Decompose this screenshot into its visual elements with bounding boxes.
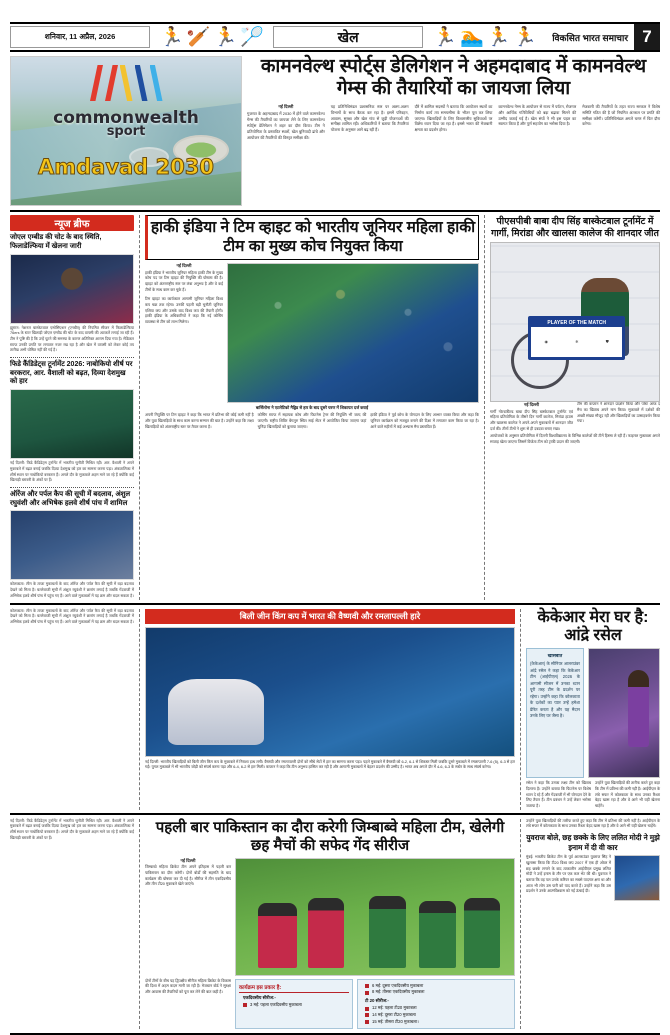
page-number: 7 — [634, 24, 660, 50]
sprinter-icon: 🏃 — [486, 26, 510, 48]
list-item[interactable] — [10, 361, 134, 484]
basketball-article — [490, 215, 660, 600]
basketball-headline: पीएसपीबी बाबा दीप सिंह बास्केटबाल टूर्नामेंट में गार्गी, मिरांडा और खालसा कालेज की शानदार जीत — [491, 216, 659, 239]
list-item: 14 मई: दूसरा टी20 मुकाबला — [365, 1012, 511, 1019]
main-content-zone — [10, 215, 660, 600]
athletics-icon: 🏃 — [160, 26, 183, 48]
sponsor-logo-2: ❄ — [575, 339, 579, 345]
sponsor-logo-1: ◉ — [544, 339, 549, 345]
sidebar-extra-text: कोलकाता: लीग के ताजा मुकाबलों के बाद ऑरेंज और पर्पल कैप की सूची में बड़ा बदलाव देखने को मिला है। बल्लेबाजी सूची में अंशुल रघुवंशी ने छलांग लगाई है जबकि गेंदबाजी में अभिषेक हलवे शीर्ष पांच में पहुंच गए हैं। आने वाले मुकाबलों में यह क्रम और बदल सकता है। — [10, 608, 134, 624]
lead-column-5: मेजबानी की तैयारियों के तहत राज्य सरकार ने विशेष समिति गठित की है जो नियमित अंतराल पर प्रगति की समीक्षा करेगी। प्रतिनिधिमंडल अगले चरण में फिर दौरा करेगा। — [582, 103, 660, 127]
lead-article — [247, 56, 660, 206]
player-of-the-match-photo — [490, 242, 660, 402]
tennis-article — [145, 609, 515, 810]
section-divider-mid — [10, 603, 660, 605]
section-title: खेल — [273, 26, 423, 48]
list-item: 8 मई: तीसरा एकदिवसीय मुकाबला — [365, 989, 511, 996]
basketball-dateline: नई दिल्ली — [523, 402, 540, 408]
bullet-icon — [365, 1020, 369, 1024]
player-figure-4 — [419, 901, 455, 968]
bullet-icon — [365, 1013, 369, 1017]
factbox-title: खासबात — [547, 653, 563, 659]
chevron-red-icon — [90, 65, 103, 101]
zimbabwe-column-2: दोनों टीमों के बीच यह द्विपक्षीय सीरीज महिला क्रिकेट के विकास की दिशा में अहम कदम मानी जा रही है। मेजबान बोर्ड ने सुरक्षा और आवास की तैयारियों को पूरा कर लेने की बात कही है। — [145, 978, 231, 995]
brief-body: नई दिल्ली: फिडे कैंडिडेट्स टूर्नामेंट में भारतीय चुनौती मिश्रित रही। आर. वैशाली ने अपने मुकाबले में बढ़त बनाई जबकि दिव्या देशमुख को हार का सामना करना पड़ा। अंकतालिका में शीर्ष स्थान पर नाबोकियो बरकरार हैं। अगले दौर के मुकाबले अहम माने जा रहे हैं क्योंकि कई खिलाड़ी बराबरी के अंकों पर हैं। — [10, 461, 134, 483]
tennis-headline-bar: बिली जीन किंग कप में भारत की वैष्णवी और रमलापल्ली हारे — [145, 609, 515, 624]
sports-icon-strip-left — [150, 24, 273, 50]
yuvraj-body: मुंबई: भारतीय क्रिकेट टीम के पूर्व आलराउंडर युवराज सिंह ने खुलासा किया कि टी20 विश्व कप 2007 में एक ही ओवर में छह छक्के लगाने के बाद तत्कालीन आईपीएल प्रमुख ललित मोदी ने उन्हें इनाम के तौर पर एक कार भेंट की थी। युवराज ने बताया कि वह पल उनके करियर का सबसे यादगार क्षण था और आज भी लोग उस पारी को याद करते हैं। उन्होंने कहा कि उस प्रदर्शन ने उनके आत्मविश्वास को नई ऊंचाई दी। — [526, 855, 611, 894]
zimbabwe-dateline: नई दिल्ली — [180, 857, 196, 863]
brief-body: कोलकाता: लीग के ताजा मुकाबलों के बाद ऑरेंज और पर्पल कैप की सूची में बड़ा बदलाव देखने को मिला है। बल्लेबाजी सूची में अंशुल रघुवंशी ने छलांग लगाई है जबकि गेंदबाजी में अभिषेक हलवे शीर्ष पांच में पहुंच गए हैं। आने वाले मुकाबलों में यह क्रम और बदल सकता है। — [10, 582, 134, 598]
sponsor-logo-3: ⛊ — [605, 339, 609, 345]
bullet-icon — [243, 1003, 247, 1007]
hockey-column-4: हाकी इंडिया ने पूर्व कोच के योगदान के लिए आभार व्यक्त किया और कहा कि जूनियर कार्यक्रम को मजबूत बनाने की दिशा में लगातार काम किया जा रहा है। आने वाले महीनों में कई अभ्यास मैच प्रस्तावित हैं। — [370, 413, 480, 429]
column-divider — [520, 819, 521, 1030]
chevron-yellow-icon — [120, 65, 133, 101]
schedule-title: कार्यक्रम इस प्रकार है: — [239, 983, 349, 993]
schedule-box-2 — [357, 979, 515, 1030]
hockey-column-3: कोचिंग स्टाफ में सहायक कोच और फिटनेस ट्रेनर की नियुक्ति भी जल्द की जाएगी। राष्ट्रीय शिविर बेंगलुरु स्थित साई सेंटर में आयोजित किया जाएगा जहां चुनिंदा खिलाड़ियों को बुलाया जाएगा। — [257, 413, 367, 429]
chevron-red2-icon — [105, 65, 118, 101]
zimbabwe-image-wrap — [235, 858, 515, 976]
column-divider — [139, 215, 140, 600]
lead-headline: कामनवेल्थ स्पोर्ट्स डेलिगेशन ने अहमदाबाद में कामनवेल्थ गेम्स की तैयारियों का जायजा लिया — [260, 56, 647, 100]
basketball-player-photo — [10, 254, 134, 324]
kkr-body-columns — [526, 781, 660, 809]
bottom-sidebar — [10, 819, 134, 1030]
section-divider-bottom — [10, 813, 660, 815]
news-brief-banner: न्यूज ब्रीफ — [10, 215, 134, 231]
javelin-icon: 🏃 — [513, 26, 536, 48]
list-item: 6 मई: दूसरा एकदिवसीय मुकाबला — [365, 983, 511, 990]
zimbabwe-bottom-row — [145, 979, 515, 1030]
brief-headline: जोएल एम्बीड की चोट के बाद स्थिति, फिलाडेल्फिया में खेलना जारी — [10, 234, 102, 250]
list-item: 12 मई: पहला टी20 मुकाबला — [365, 1005, 511, 1012]
lead-column-4: कामनवेल्थ गेम्स के आयोजन से राज्य में पर्यटन, रोजगार और आर्थिक गतिविधियों को बड़ा बढ़ावा मिलने की उम्मीद जताई गई है। खेल संघों ने भी इस पहल का स्वागत किया है और पूर्ण सहयोग का भरोसा दिया है। — [498, 103, 577, 127]
kkr-headline: केकेआर मेरा घर है: आंद्रे रसेल — [537, 608, 649, 644]
hockey-bottom-columns — [145, 413, 479, 430]
logo-wordmark: commonwealth sport — [53, 108, 199, 140]
yuvraj-singh-photo — [614, 855, 660, 901]
column-divider — [139, 819, 140, 1030]
hockey-column-2: अपनी नियुक्ति पर टिम व्हाइट ने कहा कि भारत में प्रतिभा की कोई कमी नहीं है और युवा खिलाड़ियों के साथ काम करना सम्मान की बात है। उन्होंने कहा कि लक्ष्य खिलाड़ियों को अंतरराष्ट्रीय स्तर पर तैयार करना है। — [145, 413, 254, 429]
chess-tournament-photo — [10, 389, 134, 459]
hockey-column-1: नई दिल्ली हाकी इंडिया ने भारतीय जूनियर महिला हाकी टीम के मुख्य कोच पद पर टिम व्हाइट की नियुक्ति की घोषणा की है। व्हाइट को अंतरराष्ट्रीय स्तर पर लंबा अनुभव है और वे कई टीमों के साथ काम कर चुके हैं। टिम व्हाइट का कार्यकाल आगामी जूनियर महिला विश्व कप चक्र तक रहेगा। उनकी पहली बड़ी चुनौती जूनियर एशिया कप और उसके बाद विश्व कप की तैयारी होगी। हाकी इंडिया के अधिकारियों ने कहा कि नई कोचिंग व्यवस्था से टीम को लाभ मिलेगा। — [145, 263, 223, 325]
hockey-team-celebration-photo — [227, 263, 479, 403]
hockey-image-wrap — [227, 263, 479, 403]
hockey-dateline: नई दिल्ली — [176, 263, 192, 269]
list-item[interactable] — [10, 491, 134, 600]
list-item: 15 मई: तीसरा टी20 मुकाबला। — [365, 1019, 511, 1026]
lead-column-3: दौरे में शामिल सदस्यों ने बताया कि आयोजन स्थलों का निर्माण कार्य तय समयसीमा के भीतर पूरा कर लिया जाएगा। खिलाड़ियों के लिए विश्वस्तरीय सुविधाओं पर विशेष ध्यान दिया जा रहा है। इससे भारत की मेजबानी क्षमता का प्रदर्शन होगा। — [414, 103, 493, 133]
newspaper-brand: विकसित भारत समाचार — [552, 32, 629, 43]
news-brief-sidebar — [10, 215, 134, 600]
lead-dateline: नई दिल्ली — [278, 103, 294, 109]
column-divider — [139, 609, 140, 810]
chevron-mark — [90, 65, 163, 101]
bullet-icon — [365, 991, 369, 995]
chevron-cyan-icon — [150, 65, 163, 101]
lead-column-2: यह प्रतिनिधिमंडल प्रशासनिक स्तर पर अलग-अलग विभागों के साथ बैठक कर रहा है। इसमें परिवहन, आवास, सुरक्षा और खेल गांव से जुड़ी योजनाओं की समीक्षा शामिल रही। अधिकारियों ने बताया कि तैयारियां योजना के अनुसार आगे बढ़ रही हैं। — [330, 103, 409, 133]
kkr-factbox — [526, 648, 584, 778]
zimbabwe-article — [145, 819, 515, 1030]
crowd-texture — [228, 264, 478, 402]
zimbabwe-top-row — [145, 858, 515, 976]
commonwealth-games-image — [10, 56, 242, 206]
basketball-column-3: आयोजकों के अनुसार प्रतियोगिता में दिल्ली विश्वविद्यालय के विभिन्न कालेजों की टीमें हिस्सा ले रही हैं। फाइनल मुकाबला अगले सप्ताह खेला जाएगा जिसमें विजेता टीम को ट्राफी प्रदान की जाएगी। — [490, 434, 660, 445]
lead-body-columns — [247, 104, 660, 141]
kkr-image-wrap — [588, 648, 660, 778]
bullet-icon — [365, 984, 369, 988]
kkr-top-row — [526, 648, 660, 778]
hockey-top-columns — [145, 263, 479, 403]
bottom-sidebar-text: नई दिल्ली: फिडे कैंडिडेट्स टूर्नामेंट में भारतीय चुनौती मिश्रित रही। आर. वैशाली ने अपने मुकाबले में बढ़त बनाई जबकि दिव्या देशमुख को हार का सामना करना पड़ा। अंकतालिका में शीर्ष स्थान पर नाबोकियो बरकरार हैं। अगले दौर के मुकाबले अहम माने जा रहे हैं क्योंकि कई खिलाड़ी बराबरी के अंकों पर हैं। — [10, 818, 134, 840]
zimbabwe-headline: पहली बार पाकिस्तान का दौरा करेगी जिम्बाब्वे महिला टीम, खेलेगी छह मैचों की सफेद गेंद सीरीज — [155, 818, 505, 854]
divider — [10, 487, 134, 488]
hockey-article — [145, 215, 479, 600]
publication-date: शनिवार, 11 अप्रैल, 2026 — [10, 26, 150, 48]
bottom-zone — [10, 819, 660, 1030]
cricket-fan-photo — [10, 510, 134, 580]
sidebar-continued — [10, 609, 134, 810]
sponsor-logos — [531, 327, 622, 357]
basketball-body-columns — [490, 402, 660, 432]
running-icon: 🏃 — [213, 26, 237, 48]
cricket-icon: 🏏 — [186, 26, 210, 48]
lead-column-1: नई दिल्ली गुजरात के अहमदाबाद में 2030 में होने वाले कामनवेल्थ गेम्स की तैयारियों का जायजा लेने के लिए कामनवेल्थ स्पोर्ट्स डेलिगेशन ने शहर का दौरा किया। टीम ने प्रतियोगिता के प्रस्तावित स्थलों, खेल बुनियादी ढांचे और आयोजन की तैयारियों की विस्तृत समीक्षा की। — [247, 103, 325, 140]
lead-story-zone — [10, 56, 660, 206]
column-divider — [484, 215, 485, 600]
factbox-text: (केकेआर) के सीनियर आलराउंडर आंद्रे रसेल ने कहा कि केकेआर टीम (आईपीएल) 2026 के आगामी सीजन में उनका ध्यान पूरी तरह टीम के प्रदर्शन पर रहेगा। उन्होंने कहा कि कोलकाता के दर्शकों का प्यार उन्हें हमेशा प्रेरित करता है और यह मैदान उनके लिए घर जैसा है। — [530, 661, 580, 719]
player-figure-3 — [369, 896, 405, 968]
secondary-zone — [10, 609, 660, 810]
hockey-headline: हाकी इंडिया ने टिम व्हाइट को भारतीय जूनियर महिला हाकी टीम का मुख्य कोच नियुक्त किया — [145, 215, 479, 260]
commonwealth-sport-logo — [11, 65, 241, 138]
t20-label: टी 20 सीरीज:- — [365, 998, 389, 1004]
brief-body: ह्यूस्टन: नेशनल बास्केटबाल एसोसिएशन (एनबीए) की नियमित सीजन में फिलाडेल्फिया 76ers के स्टार खिलाड़ी जोएल एम्बीड की चोट के बाद वापसी की अटकलें लगाई जा रही हैं। टीम ने पुष्टि की है कि उन्हें घुटने की समस्या के कारण अतिरिक्त आराम दिया गया है। मेडिकल स्टाफ उनकी प्रगति पर लगातार नजर रख रहा है और खेल में वापसी को लेकर कोई तय तारीख अभी घोषित नहीं की गई है। — [10, 325, 134, 353]
yuvraj-headline: युवराज बोले, छह छक्के के लिए ललित मोदी ने मुझे इनाम में दी वी कार — [526, 833, 660, 852]
player-figure-1 — [258, 903, 297, 968]
brief-headline: ऑरेंज और पर्पल कैप की सूची में बदलाव, अंशुल रघुवंशी और अभिषेक हलवे शीर्ष पांच में शामिल — [10, 490, 131, 507]
diver-icon: 🏊 — [459, 26, 483, 48]
potm-label: PLAYER OF THE MATCH — [531, 319, 622, 327]
gymnast-icon: 🏃 — [433, 26, 456, 48]
basketball-column-2: टीम की कप्तान ने शानदार प्रदर्शन किया और पोस्ट आफ द मैच का खिताब अपने नाम किया। मुकाबले में दर्शकों की अच्छी संख्या मौजूद रही और खिलाड़ियों का उत्साहवर्धन किया गया। — [577, 402, 660, 424]
yuvraj-lead-in: उन्होंने युवा खिलाड़ियों की तारीफ करते हुए कहा कि टीम में प्रतिभा की कमी नहीं है। आईपीएल के लंबे सफर में कोलकाता के साथ उनका रिश्ता बेहद खास रहा है और वे आगे भी यहीं खेलना चाहेंगे। — [526, 818, 660, 829]
schedule-box — [235, 979, 353, 1030]
basketball-column-1: नई दिल्ली गार्गी गोल्डफील्ड बाबा दीप सिंह बास्केटबाल टूर्नामेंट एवं महिला प्रतियोगिता के तीसरे दिन गार्गी कालेज, मिरांडा हाउस और खालसा कालेज ने अपने-अपने मुकाबलों में शानदार जीत दर्ज की। तीनों टीमों ने शुरू से ही दबदबा बनाए रखा। — [490, 402, 573, 431]
hockey-photo-caption: बार्सिलोना ने एटलेटिको मैड्रिड से हार के बाद दूसरे चरण में शिकायत दर्ज कराई — [255, 405, 369, 411]
list-item[interactable] — [10, 234, 134, 354]
host-city-text: Amdavad 2030 — [38, 155, 214, 179]
kkr-column-1: रसेल ने कहा कि उनका लक्ष्य टीम को खिताब दिलाना है। उन्होंने बताया कि फिटनेस पर विशेष ध्यान दे रहे हैं और गेंदबाजी में भी योगदान देने के लिए तैयार हैं। टीम प्रबंधन ने उन्हें लेकर भरोसा जताया है। — [526, 781, 591, 809]
odi-label: एकदिवसीय सीरीज:- — [243, 994, 276, 1000]
player-of-the-match-board — [528, 316, 625, 360]
sports-icon-strip-right — [423, 24, 546, 50]
section-divider-top — [10, 210, 660, 212]
list-item: 3 मई: पहला एकदिवसीय मुकाबला — [243, 1002, 349, 1009]
bullet-icon — [365, 1007, 369, 1011]
womens-cricket-teams-photo — [235, 858, 515, 976]
kkr-column-2: उन्होंने युवा खिलाड़ियों की तारीफ करते हुए कहा कि टीम में प्रतिभा की कमी नहीं है। आईपीएल के लंबे सफर में कोलकाता के साथ उनका रिश्ता बेहद खास रहा है और वे आगे भी यहीं खेलना चाहेंगे। — [595, 781, 660, 809]
player-figure-5 — [464, 898, 500, 968]
player-figure-2 — [308, 898, 344, 968]
andre-russell-photo — [588, 648, 660, 778]
zimbabwe-column-1: नई दिल्ली जिम्बाब्वे महिला क्रिकेट टीम अपने इतिहास में पहली बार पाकिस्तान का दौरा करेगी। दोनों बोर्डों की सहमति के बाद कार्यक्रम की घोषणा कर दी गई है। सीरीज में तीन एकदिवसीय और तीन टी20 मुकाबले खेले जाएंगे। — [145, 857, 231, 887]
badminton-icon: 🏸 — [240, 26, 263, 48]
kkr-article — [526, 609, 660, 810]
divider — [10, 357, 134, 358]
column-divider — [520, 609, 521, 810]
tennis-players-photo — [145, 627, 515, 757]
tennis-body: नई दिल्ली: भारतीय खिलाड़ियों को बिली जीन किंग कप के मुकाबले में निराशा हाथ लगी। वैष्णवी और रमलापल्ली दोनों को सीधे सेटों में हार का सामना करना पड़ा। पहले मुकाबले में वैष्णवी को 6-2, 6-1 से शिकस्त मिली जबकि दूसरे मुकाबले में रमलापल्ली 7-6 (5), 6-3 से हार गईं। युगल मुकाबले में भी भारतीय जोड़ी को संघर्ष करना पड़ा और 6-4, 6-2 से हार मिली। कप्तान ने कहा कि टीम अनुभव हासिल कर रही है और आगामी मुकाबलों में बेहतर प्रदर्शन की उम्मीद है। भारत अब अगले दौर में 4-6, 6-3 के स्कोर के साथ संघर्ष करेगा। — [145, 759, 515, 770]
brief-headline: फिडे कैंडिडेट्स टूर्नामेंट 2026: नाबोकियो शीर्ष पर बरकरार, आर. वैशाली को बढ़त, दिव्या देशमुख को हार — [10, 360, 133, 386]
chevron-blue-icon — [135, 65, 148, 101]
yuvraj-body-wrap — [526, 855, 660, 895]
masthead — [10, 22, 660, 52]
yuvraj-article — [526, 819, 660, 1030]
